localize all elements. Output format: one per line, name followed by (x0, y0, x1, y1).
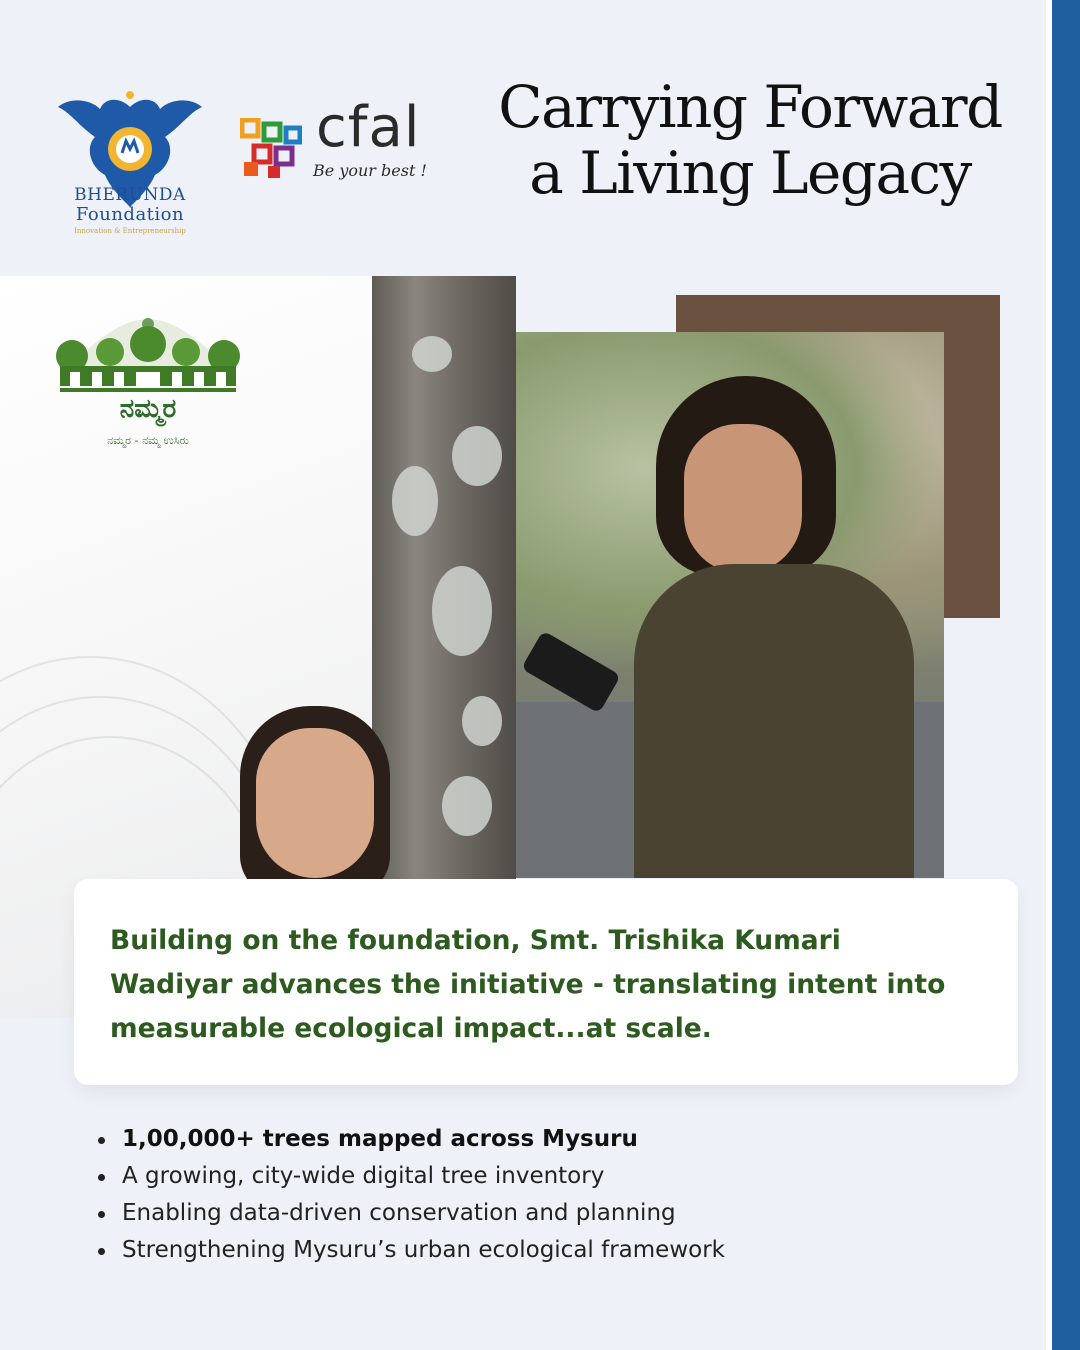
cfal-wordmark: cfal (316, 95, 421, 160)
impact-bullet-list (96, 1121, 996, 1269)
quote-card (74, 879, 1018, 1085)
bullet-item: Strengthening Mysuru’s urban ecological framework (96, 1232, 996, 1269)
bherunda-name-line2: Foundation (75, 204, 185, 225)
cfal-tagline: Be your best ! (313, 161, 427, 180)
right-accent-stripe (1046, 0, 1080, 1350)
bullet-item: Enabling data-driven conservation and planning (96, 1195, 996, 1232)
tree-trunk (372, 276, 516, 880)
person-face (684, 424, 802, 574)
nammura-title: ನಮ್ಮರ (119, 394, 177, 424)
palace-trees-icon (50, 306, 246, 396)
cfal-squares-icon (240, 118, 302, 180)
quote-text: Building on the foundation, Smt. Trishika Kumari Wadiyar advances the initiative - translating intent into measurable ecological impact...at scale. (110, 925, 946, 1044)
headline-line1: Carrying Forward (498, 73, 1002, 141)
nammura-logo (50, 306, 246, 456)
bullet-item: 1,00,000+ trees mapped across Mysuru (96, 1121, 996, 1158)
photo-woman-with-phone (516, 332, 944, 878)
bullet-item: A growing, city-wide digital tree inventory (96, 1158, 996, 1195)
headline-line2: a Living Legacy (529, 139, 971, 207)
person-face (256, 728, 374, 878)
nammura-tagline: ನಮ್ಮರ - ನಮ್ಮ ಉಸಿರು (107, 434, 189, 447)
bherunda-name-line1: BHERUNDA (74, 185, 186, 205)
bherunda-tagline: Innovation & Entrepreneurship (74, 227, 186, 235)
person-brown-polo (634, 564, 914, 878)
page-headline (490, 74, 1010, 206)
bherunda-wordmark (40, 186, 220, 224)
